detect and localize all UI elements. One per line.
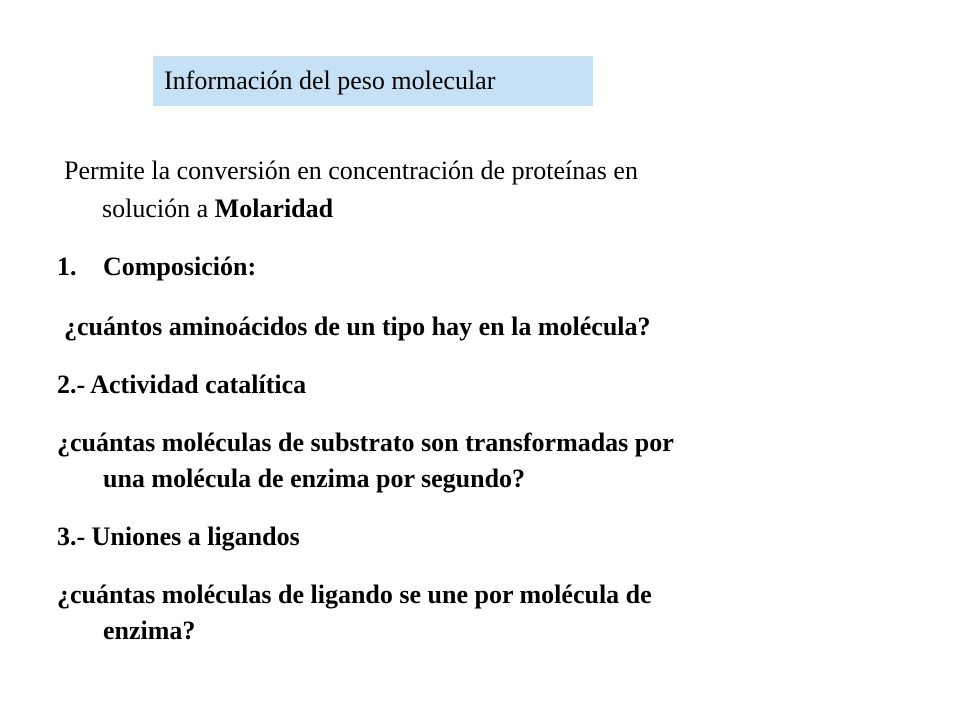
item-3-heading: 3.- Uniones a ligandos [57,522,300,551]
item-3-question-line-2: enzima? [103,616,196,645]
item-2-question-line-1: ¿cuántas moléculas de substrato son transformadas por [57,428,674,457]
item-3-question-line-1: ¿cuántas moléculas de ligando se une por molécula de [57,580,652,609]
item-1-question: ¿cuántos aminoácidos de un tipo hay en la molécula? [64,312,651,341]
intro-line-2 [102,192,333,226]
item-1-number: 1. [57,252,77,281]
slide-title-text: Información del peso molecular [164,66,496,95]
intro-line-2-text: solución a [102,194,215,223]
slide-title [153,56,593,106]
item-1-label: Composición: [103,252,257,281]
item-2-question-line-2: una molécula de enzima por segundo? [103,464,526,493]
molaridad-term: Molaridad [214,194,334,223]
intro-line-1: Permite la conversión en concentración de proteínas en [64,156,638,185]
item-2-heading: 2.- Actividad catalítica [57,370,307,399]
